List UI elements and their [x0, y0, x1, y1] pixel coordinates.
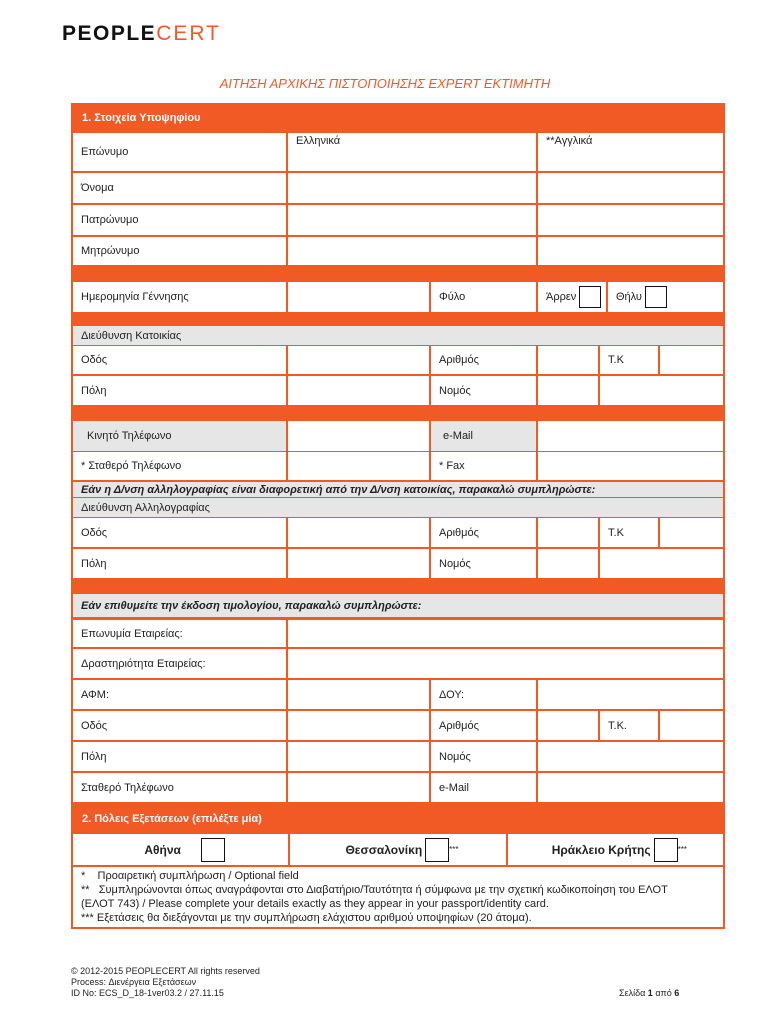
footnote-passport-cont: (ΕΛΟΤ 743) / Please complete your details exactly as they appear in your passport/identity card.: [81, 898, 549, 910]
company-activity-field[interactable]: [286, 649, 723, 678]
male-checkbox[interactable]: [579, 286, 601, 308]
heraklion-checkbox[interactable]: [654, 838, 678, 862]
tax-office-field[interactable]: [536, 680, 723, 709]
mail-number-field[interactable]: [536, 518, 598, 547]
prefecture-label: Νομός: [429, 376, 536, 405]
city-label: Πόλη: [81, 384, 107, 397]
phone-row: [71, 421, 725, 452]
street-row: [71, 346, 725, 376]
page-prefix: Σελίδα: [619, 988, 648, 998]
mail-postal-code-label: Τ.Κ: [598, 518, 658, 547]
footnote-optional: * Προαιρετική συμπλήρωση / Optional field: [81, 870, 299, 882]
separator-bar: [71, 580, 725, 594]
first-name-label: Όνομα: [81, 182, 114, 194]
mail-address-header: [71, 498, 725, 518]
invoice-landline-field[interactable]: [286, 773, 429, 802]
city-option-heraklion[interactable]: [506, 834, 723, 865]
mother-name-english-field[interactable]: [536, 237, 723, 265]
mother-name-row: [71, 237, 725, 267]
exam-cities-row: [71, 834, 725, 867]
footnote-passport: ** Συμπληρώνονται όπως αναγράφονται στο Διαβατήριο/Ταυτότητα ή σύμφωνα με την σχετική κωδικοποίηση του ΕΛΟΤ: [81, 884, 668, 896]
prefecture-field[interactable]: [536, 376, 598, 405]
mail-address-label: Διεύθυνση Αλληλογραφίας: [81, 501, 210, 514]
mother-name-greek-field[interactable]: [286, 237, 536, 265]
city-field[interactable]: [286, 376, 429, 405]
mail-address-note: Εάν η Δ/νση αλληλογραφίας είναι διαφορετική από την Δ/νση κατοικίας, παρακαλώ συμπληρώστε:: [81, 483, 596, 496]
father-name-greek-field[interactable]: [286, 205, 536, 235]
page-current: 1: [647, 988, 653, 998]
invoice-city-label: Πόλη: [81, 750, 107, 763]
section-2-header: 2. Πόλεις Εξετάσεων (επιλέξτε μία): [71, 804, 725, 834]
city-option-thessaloniki[interactable]: [288, 834, 505, 865]
invoice-phone-row: [71, 773, 725, 804]
invoice-note: Εάν επιθυμείτε την έκδοση τιμολογίου, παρακαλώ συμπληρώστε:: [81, 599, 422, 612]
mail-prefecture-label: Νομός: [429, 549, 536, 578]
mobile-field[interactable]: [286, 421, 429, 451]
invoice-note-row: [71, 594, 725, 618]
page-mid: από: [652, 988, 675, 998]
english-label: **Αγγλικά: [546, 135, 593, 147]
document-id: ID No: ECS_D_18-1ver03.2 / 27.11.15: [71, 988, 224, 998]
heraklion-note-mark: ***: [677, 845, 687, 854]
mail-street-field[interactable]: [286, 518, 429, 547]
invoice-number-label: Αριθμός: [429, 711, 536, 740]
page-total: 6: [674, 988, 680, 998]
surname-english-field[interactable]: [536, 133, 723, 171]
tax-office-label: ΔΟΥ:: [429, 680, 536, 709]
gender-label: Φύλο: [429, 282, 536, 312]
company-name-row: [71, 618, 725, 649]
landline-row: [71, 452, 725, 482]
company-activity-label: Δραστηριότητα Εταιρείας:: [81, 657, 206, 670]
landline-label: * Σταθερό Τηλέφωνο: [81, 460, 182, 472]
mail-street-label: Οδός: [81, 526, 108, 539]
surname-greek-field[interactable]: [286, 133, 536, 171]
email-label: e-Mail: [429, 421, 536, 451]
mail-city-row: [71, 549, 725, 580]
separator-bar: [71, 267, 725, 282]
vat-field[interactable]: [286, 680, 429, 709]
home-address-header: [71, 326, 725, 346]
invoice-postal-code-field[interactable]: [658, 711, 723, 740]
prefecture-field-2[interactable]: [598, 376, 723, 405]
separator-bar: [71, 407, 725, 421]
thessaloniki-checkbox[interactable]: [425, 838, 449, 862]
father-name-english-field[interactable]: [536, 205, 723, 235]
first-name-greek-field[interactable]: [286, 173, 536, 203]
mail-postal-code-field[interactable]: [658, 518, 723, 547]
fax-label: * Fax: [429, 452, 536, 480]
email-field[interactable]: [536, 421, 723, 451]
mail-street-row: [71, 518, 725, 549]
invoice-email-label: e-Mail: [429, 773, 536, 802]
invoice-postal-code-label: Τ.Κ.: [598, 711, 658, 740]
footnote-minimum: *** Εξετάσεις θα διεξάγονται με την συμπλήρωση ελάχιστου αριθμού υποψηφίων (20 άτομα).: [81, 912, 532, 924]
invoice-prefecture-label: Νομός: [429, 742, 536, 771]
first-name-row: [71, 173, 725, 205]
thessaloniki-label: Θεσσαλονίκη: [345, 842, 423, 857]
number-field[interactable]: [536, 346, 598, 374]
form-title: ΑΙΤΗΣΗ ΑΡΧΙΚΗΣ ΠΙΣΤΟΠΟΙΗΣΗΣ EXPERT ΕΚΤΙΜΗΤΗ: [219, 76, 551, 91]
surname-label: Επώνυμο: [81, 146, 129, 158]
surname-row: [71, 133, 725, 173]
thessaloniki-note-mark: ***: [449, 845, 459, 854]
invoice-number-field[interactable]: [536, 711, 598, 740]
application-form: [71, 103, 725, 929]
birth-date-label: Ημερομηνία Γέννησης: [81, 291, 189, 303]
company-activity-row: [71, 649, 725, 680]
female-option[interactable]: [606, 282, 723, 312]
footnotes: [71, 867, 725, 929]
mail-prefecture-field-2[interactable]: [598, 549, 723, 578]
invoice-landline-label: Σταθερό Τηλέφωνο: [81, 781, 174, 794]
father-name-row: [71, 205, 725, 237]
section-1-header: 1. Στοιχεία Υποψηφίου: [71, 103, 725, 133]
heraklion-label: Ηράκλειο Κρήτης: [551, 842, 651, 857]
invoice-email-field[interactable]: [536, 773, 723, 802]
mail-city-field[interactable]: [286, 549, 429, 578]
birth-gender-row: [71, 282, 725, 314]
first-name-english-field[interactable]: [536, 173, 723, 203]
copyright: © 2012-2015 PEOPLECERT All rights reserved: [71, 966, 260, 976]
female-checkbox[interactable]: [645, 286, 667, 308]
male-label: Άρρεν: [546, 291, 577, 303]
number-label: Αριθμός: [429, 346, 536, 374]
invoice-prefecture-field[interactable]: [536, 742, 723, 771]
invoice-street-label: Οδός: [81, 719, 108, 732]
landline-field[interactable]: [286, 452, 429, 480]
athens-label: Αθήνα: [144, 842, 181, 857]
father-name-label: Πατρώνυμο: [81, 214, 139, 226]
separator-bar: [71, 314, 725, 326]
invoice-street-row: [71, 711, 725, 742]
invoice-street-field[interactable]: [286, 711, 429, 740]
home-address-label: Διεύθυνση Κατοικίας: [81, 329, 182, 342]
invoice-city-row: [71, 742, 725, 773]
city-row: [71, 376, 725, 407]
mail-city-label: Πόλη: [81, 557, 107, 570]
page-footer: [71, 966, 260, 999]
city-option-athens[interactable]: [73, 834, 288, 865]
invoice-city-field[interactable]: [286, 742, 429, 771]
female-label: Θήλυ: [616, 291, 642, 303]
male-option[interactable]: [536, 282, 606, 312]
birth-date-field[interactable]: [286, 282, 429, 312]
page-number: [619, 988, 679, 998]
postal-code-field[interactable]: [658, 346, 723, 374]
fax-field[interactable]: [536, 452, 723, 480]
street-field[interactable]: [286, 346, 429, 374]
mobile-label: Κινητό Τηλέφωνο: [87, 430, 172, 442]
process-text: Process: Διενέργεια Εξετάσεων: [71, 977, 197, 987]
company-name-label: Επωνυμία Εταιρείας:: [81, 627, 183, 640]
vat-row: [71, 680, 725, 711]
postal-code-label: Τ.Κ: [598, 346, 658, 374]
greek-label: Ελληνικά: [296, 135, 341, 147]
mother-name-label: Μητρώνυμο: [81, 245, 140, 257]
athens-checkbox[interactable]: [201, 838, 225, 862]
street-label: Οδός: [81, 354, 108, 366]
peoplecert-logo: PEOPLECERT: [62, 22, 221, 45]
vat-label: ΑΦΜ:: [81, 688, 110, 701]
company-name-field[interactable]: [286, 620, 723, 647]
mail-prefecture-field[interactable]: [536, 549, 598, 578]
mail-note-row: [71, 482, 725, 498]
mail-number-label: Αριθμός: [429, 518, 536, 547]
